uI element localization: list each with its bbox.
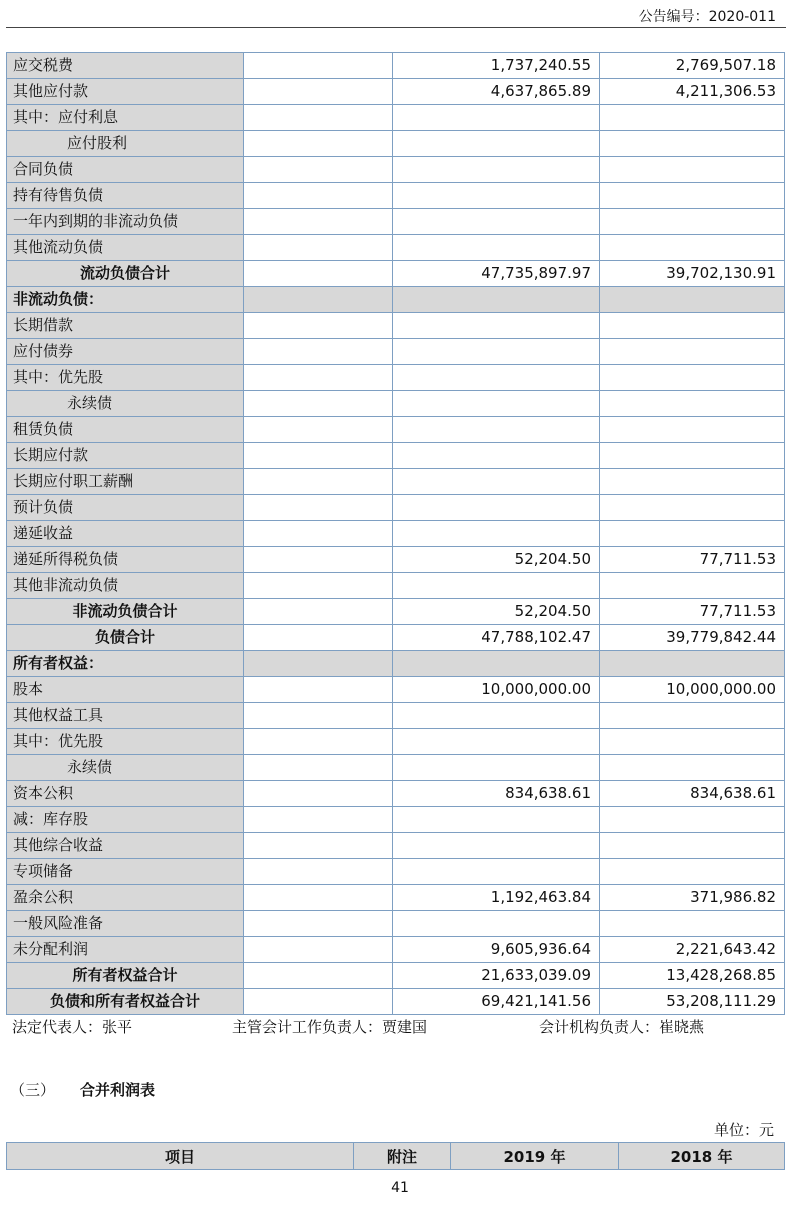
value-current-period (393, 131, 600, 157)
value-current-period: 69,421,141.56 (393, 989, 600, 1015)
value-current-period (393, 209, 600, 235)
table-row (7, 417, 785, 443)
value-prior-period: 77,711.53 (600, 599, 785, 625)
note-cell (244, 729, 393, 755)
value-prior-period: 39,779,842.44 (600, 625, 785, 651)
table-row (7, 547, 785, 573)
legal-representative: 法定代表人：张平 (12, 1018, 133, 1036)
value-current-period (393, 729, 600, 755)
row-label: 负债合计 (7, 625, 244, 651)
table-row (7, 339, 785, 365)
table-row (7, 443, 785, 469)
value-prior-period: 371,986.82 (600, 885, 785, 911)
value-current-period (393, 235, 600, 261)
row-label: 负债和所有者权益合计 (7, 989, 244, 1015)
value-current-period (393, 157, 600, 183)
note-cell (244, 755, 393, 781)
value-prior-period (600, 807, 785, 833)
table-row (7, 859, 785, 885)
value-current-period (393, 807, 600, 833)
value-current-period (393, 365, 600, 391)
table-row (7, 105, 785, 131)
note-cell (244, 131, 393, 157)
note-cell (244, 79, 393, 105)
value-prior-period (600, 729, 785, 755)
value-prior-period: 39,702,130.91 (600, 261, 785, 287)
table-row (7, 157, 785, 183)
value-prior-period (600, 105, 785, 131)
value-current-period (393, 469, 600, 495)
row-label: 资本公积 (7, 781, 244, 807)
table-row (7, 781, 785, 807)
row-label: 专项储备 (7, 859, 244, 885)
table-row (7, 599, 785, 625)
income-statement-heading (10, 1079, 156, 1100)
document-code: 公告编号：2020-011 (638, 9, 776, 25)
table-row (7, 261, 785, 287)
row-label: 长期借款 (7, 313, 244, 339)
row-label: 一年内到期的非流动负债 (7, 209, 244, 235)
row-label: 合同负债 (7, 157, 244, 183)
income-statement-header-table (6, 1142, 785, 1170)
note-cell (244, 183, 393, 209)
value-current-period (393, 313, 600, 339)
table-row (7, 287, 785, 313)
table-row (7, 963, 785, 989)
value-prior-period (600, 859, 785, 885)
value-current-period: 47,735,897.97 (393, 261, 600, 287)
row-label: 永续债 (7, 391, 244, 417)
page-number: 41 (391, 1180, 409, 1196)
value-prior-period (600, 131, 785, 157)
note-cell (244, 963, 393, 989)
section-number: （三） (10, 1081, 56, 1099)
value-prior-period (600, 651, 785, 677)
value-prior-period (600, 313, 785, 339)
table-row (7, 885, 785, 911)
row-label: 减：库存股 (7, 807, 244, 833)
income-header-row (7, 1143, 785, 1170)
value-current-period: 47,788,102.47 (393, 625, 600, 651)
value-prior-period (600, 469, 785, 495)
note-cell (244, 911, 393, 937)
note-cell (244, 781, 393, 807)
value-prior-period (600, 495, 785, 521)
value-current-period (393, 859, 600, 885)
note-cell (244, 599, 393, 625)
table-row (7, 53, 785, 79)
row-label: 所有者权益： (7, 651, 244, 677)
value-prior-period (600, 157, 785, 183)
row-label: 应付债券 (7, 339, 244, 365)
table-row (7, 625, 785, 651)
note-cell (244, 417, 393, 443)
row-label: 长期应付款 (7, 443, 244, 469)
row-label: 其他权益工具 (7, 703, 244, 729)
row-label: 其中：优先股 (7, 365, 244, 391)
value-current-period: 9,605,936.64 (393, 937, 600, 963)
row-label: 租赁负债 (7, 417, 244, 443)
balance-sheet-table (6, 52, 785, 1015)
note-cell (244, 495, 393, 521)
row-label: 应交税费 (7, 53, 244, 79)
value-current-period: 52,204.50 (393, 547, 600, 573)
value-current-period: 52,204.50 (393, 599, 600, 625)
value-current-period (393, 105, 600, 131)
accounting-org-head: 会计机构负责人：崔晓燕 (539, 1018, 705, 1036)
row-label: 非流动负债： (7, 287, 244, 313)
row-label: 其中：应付利息 (7, 105, 244, 131)
table-row (7, 989, 785, 1015)
table-row (7, 651, 785, 677)
value-current-period: 834,638.61 (393, 781, 600, 807)
value-prior-period (600, 443, 785, 469)
table-row (7, 755, 785, 781)
note-cell (244, 651, 393, 677)
section-title: 合并利润表 (80, 1081, 156, 1099)
row-label: 未分配利润 (7, 937, 244, 963)
value-current-period (393, 339, 600, 365)
note-cell (244, 989, 393, 1015)
value-current-period (393, 911, 600, 937)
value-prior-period: 13,428,268.85 (600, 963, 785, 989)
note-cell (244, 885, 393, 911)
header-2018: 2018 年 (619, 1143, 785, 1170)
table-row (7, 729, 785, 755)
row-label: 长期应付职工薪酬 (7, 469, 244, 495)
row-label: 持有待售负债 (7, 183, 244, 209)
value-prior-period (600, 703, 785, 729)
note-cell (244, 573, 393, 599)
note-cell (244, 937, 393, 963)
value-prior-period (600, 521, 785, 547)
accounting-head: 主管会计工作负责人：贾建国 (232, 1018, 428, 1036)
value-prior-period: 77,711.53 (600, 547, 785, 573)
value-prior-period (600, 911, 785, 937)
note-cell (244, 339, 393, 365)
value-prior-period (600, 391, 785, 417)
value-prior-period (600, 417, 785, 443)
header-2019: 2019 年 (451, 1143, 619, 1170)
table-row (7, 183, 785, 209)
value-current-period: 1,192,463.84 (393, 885, 600, 911)
value-current-period (393, 183, 600, 209)
value-current-period: 4,637,865.89 (393, 79, 600, 105)
note-cell (244, 625, 393, 651)
table-row (7, 807, 785, 833)
row-label: 应付股利 (7, 131, 244, 157)
note-cell (244, 105, 393, 131)
value-prior-period (600, 573, 785, 599)
row-label: 股本 (7, 677, 244, 703)
header-note: 附注 (354, 1143, 451, 1170)
value-prior-period (600, 209, 785, 235)
row-label: 永续债 (7, 755, 244, 781)
value-current-period (393, 755, 600, 781)
note-cell (244, 53, 393, 79)
value-current-period: 21,633,039.09 (393, 963, 600, 989)
row-label: 其他流动负债 (7, 235, 244, 261)
note-cell (244, 703, 393, 729)
note-cell (244, 547, 393, 573)
table-row (7, 209, 785, 235)
table-row (7, 131, 785, 157)
table-row (7, 313, 785, 339)
value-prior-period (600, 339, 785, 365)
note-cell (244, 157, 393, 183)
table-row (7, 937, 785, 963)
note-cell (244, 833, 393, 859)
row-label: 递延收益 (7, 521, 244, 547)
table-row (7, 79, 785, 105)
table-row (7, 703, 785, 729)
row-label: 其他非流动负债 (7, 573, 244, 599)
value-current-period (393, 287, 600, 313)
note-cell (244, 209, 393, 235)
table-row (7, 469, 785, 495)
note-cell (244, 521, 393, 547)
row-label: 盈余公积 (7, 885, 244, 911)
value-current-period (393, 417, 600, 443)
note-cell (244, 443, 393, 469)
value-prior-period: 834,638.61 (600, 781, 785, 807)
value-prior-period (600, 833, 785, 859)
value-prior-period: 10,000,000.00 (600, 677, 785, 703)
value-prior-period (600, 287, 785, 313)
row-label: 流动负债合计 (7, 261, 244, 287)
value-current-period (393, 495, 600, 521)
note-cell (244, 391, 393, 417)
value-current-period (393, 391, 600, 417)
value-current-period (393, 573, 600, 599)
note-cell (244, 313, 393, 339)
value-current-period (393, 443, 600, 469)
note-cell (244, 859, 393, 885)
balance-sheet-body (7, 53, 785, 1015)
note-cell (244, 261, 393, 287)
row-label: 其中：优先股 (7, 729, 244, 755)
value-current-period (393, 521, 600, 547)
table-row (7, 573, 785, 599)
table-row (7, 833, 785, 859)
note-cell (244, 235, 393, 261)
value-current-period (393, 651, 600, 677)
value-prior-period (600, 755, 785, 781)
table-row (7, 521, 785, 547)
value-prior-period: 4,211,306.53 (600, 79, 785, 105)
header-rule (6, 27, 786, 28)
row-label: 预计负债 (7, 495, 244, 521)
row-label: 一般风险准备 (7, 911, 244, 937)
value-prior-period: 2,221,643.42 (600, 937, 785, 963)
value-prior-period: 2,769,507.18 (600, 53, 785, 79)
row-label: 其他综合收益 (7, 833, 244, 859)
value-current-period (393, 833, 600, 859)
unit-label: 单位：元 (713, 1121, 774, 1139)
header-item: 项目 (7, 1143, 354, 1170)
note-cell (244, 365, 393, 391)
row-label: 非流动负债合计 (7, 599, 244, 625)
value-prior-period (600, 365, 785, 391)
row-label: 其他应付款 (7, 79, 244, 105)
value-current-period (393, 703, 600, 729)
table-row (7, 911, 785, 937)
value-prior-period (600, 235, 785, 261)
note-cell (244, 287, 393, 313)
table-row (7, 365, 785, 391)
table-row (7, 495, 785, 521)
value-prior-period: 53,208,111.29 (600, 989, 785, 1015)
note-cell (244, 469, 393, 495)
value-prior-period (600, 183, 785, 209)
note-cell (244, 807, 393, 833)
table-row (7, 677, 785, 703)
table-row (7, 235, 785, 261)
value-current-period: 10,000,000.00 (393, 677, 600, 703)
table-row (7, 391, 785, 417)
value-current-period: 1,737,240.55 (393, 53, 600, 79)
row-label: 递延所得税负债 (7, 547, 244, 573)
row-label: 所有者权益合计 (7, 963, 244, 989)
note-cell (244, 677, 393, 703)
